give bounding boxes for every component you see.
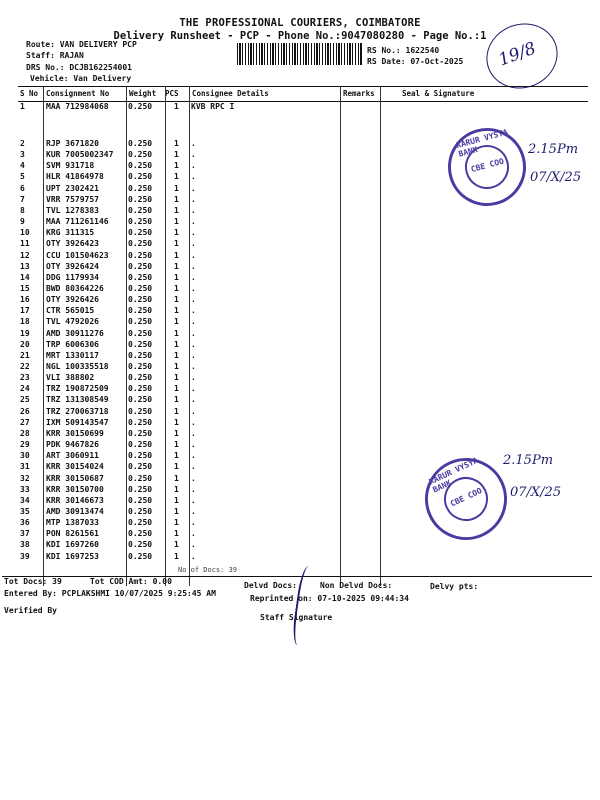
consignee-details: . <box>191 328 196 338</box>
weight: 0.250 <box>128 250 153 260</box>
rs-number: RS No.: 1622540 <box>367 46 440 55</box>
row-sno: 21 <box>20 350 30 360</box>
consignee-details: . <box>191 462 196 472</box>
row-sno: 17 <box>20 306 30 316</box>
runsheet-subtitle: Delivery Runsheet - PCP - Phone No.:9047080280 - Page No.:1 <box>113 30 487 42</box>
weight: 0.250 <box>128 440 153 450</box>
divider <box>165 86 166 586</box>
weight: 0.250 <box>128 428 153 438</box>
consignee-details: . <box>191 228 196 238</box>
pieces: 1 <box>174 428 179 438</box>
pieces: 1 <box>174 529 179 539</box>
row-sno: 11 <box>20 239 30 249</box>
weight: 0.250 <box>128 417 153 427</box>
pieces: 1 <box>174 518 179 528</box>
consignment-number: AMD 30911276 <box>46 328 104 338</box>
pieces: 1 <box>174 451 179 461</box>
weight: 0.250 <box>128 194 153 204</box>
pieces: 1 <box>174 295 179 305</box>
pieces: 1 <box>174 217 179 227</box>
consignee-details: . <box>191 261 196 271</box>
row-sno: 34 <box>20 495 30 505</box>
consignment-number: KRR 30150687 <box>46 473 104 483</box>
consignment-number: AMD 30913474 <box>46 506 104 516</box>
consignment-number: MRT 1330117 <box>46 350 99 360</box>
row-sno: 33 <box>20 484 30 494</box>
weight: 0.250 <box>128 484 153 494</box>
non-delivered-docs: Non Delvd Docs: <box>320 581 393 590</box>
row-sno: 38 <box>20 540 30 550</box>
consignee-details: . <box>191 417 196 427</box>
consignee-details: . <box>191 250 196 260</box>
weight: 0.250 <box>128 473 153 483</box>
row-sno: 1 <box>20 102 25 111</box>
divider <box>189 86 190 586</box>
consignment-number: KRR 30150699 <box>46 428 104 438</box>
col-pcs: PCS <box>165 89 179 98</box>
consignment-number: MAA 712984068 <box>46 102 109 111</box>
consignee-details: . <box>191 373 196 383</box>
divider <box>43 86 44 586</box>
row-sno: 29 <box>20 440 30 450</box>
consignee-details: . <box>191 495 196 505</box>
row-sno: 9 <box>20 217 25 227</box>
pieces: 1 <box>174 161 179 171</box>
entered-by: Entered By: PCPLAKSHMI 10/07/2025 9:25:45 AM <box>4 589 216 598</box>
pieces: 1 <box>174 339 179 349</box>
col-consignment: Consignment No <box>46 89 110 98</box>
pieces: 1 <box>174 462 179 472</box>
col-seal-signature: Seal & Signature <box>402 89 475 98</box>
pieces: 1 <box>174 261 179 271</box>
pieces: 1 <box>174 395 179 405</box>
consignee-details: . <box>191 272 196 282</box>
pieces: 1 <box>174 306 179 316</box>
handwritten-date: 07/X/25 <box>510 485 562 500</box>
consignee-details: . <box>191 339 196 349</box>
signature-mark <box>291 565 320 647</box>
pieces: 1 <box>174 384 179 394</box>
consignee-details: . <box>191 183 196 193</box>
consignment-number: SVM 931718 <box>46 161 95 171</box>
stamp-branch-text: CBE COO <box>469 156 505 175</box>
consignment-number: KRR 30146673 <box>46 495 104 505</box>
pieces: 1 <box>174 473 179 483</box>
consignment-number: TRZ 131308549 <box>46 395 109 405</box>
consignee-details: . <box>191 350 196 360</box>
count-circle-text: 19/8 <box>495 38 539 71</box>
consignment-number: UPT 2302421 <box>46 183 99 193</box>
weight: 0.250 <box>128 172 153 182</box>
weight: 0.250 <box>128 518 153 528</box>
row-sno: 35 <box>20 506 30 516</box>
weight: 0.250 <box>128 495 153 505</box>
row-sno: 15 <box>20 283 30 293</box>
row-sno: 8 <box>20 205 25 215</box>
consignment-number: KDI 1697260 <box>46 540 99 550</box>
row-sno: 4 <box>20 161 25 171</box>
handwritten-date: 07/X/25 <box>530 170 582 185</box>
pieces: 1 <box>174 350 179 360</box>
consignment-number: TRP 6006306 <box>46 339 99 349</box>
row-sno: 22 <box>20 362 30 371</box>
consignment-number: OTY 3926426 <box>46 295 99 305</box>
row-sno: 13 <box>20 261 30 271</box>
row-sno: 16 <box>20 295 30 305</box>
staff: Staff: RAJAN <box>26 51 84 60</box>
weight: 0.250 <box>128 540 153 550</box>
consignee-details: . <box>191 473 196 483</box>
consignee-details: . <box>191 451 196 461</box>
consignee-details: . <box>191 139 196 148</box>
staff-signature: Staff Signature <box>260 613 333 622</box>
consignee-details: . <box>191 239 196 249</box>
weight: 0.250 <box>128 529 153 539</box>
consignee-details: . <box>191 551 196 561</box>
consignee-details: . <box>191 518 196 528</box>
pieces: 1 <box>174 250 179 260</box>
consignee-details: . <box>191 150 196 160</box>
weight: 0.250 <box>128 261 153 271</box>
row-sno: 20 <box>20 339 30 349</box>
pieces: 1 <box>174 239 179 249</box>
consignee-details: . <box>191 194 196 204</box>
vehicle: Vehicle: Van Delivery <box>30 74 132 83</box>
consignment-number: PDK 9467826 <box>46 440 99 450</box>
row-sno: 32 <box>20 473 30 483</box>
consignment-number: RJP 3671820 <box>46 139 99 148</box>
weight: 0.250 <box>128 506 153 516</box>
consignee-details: . <box>191 540 196 550</box>
pieces: 1 <box>174 373 179 383</box>
row-sno: 36 <box>20 518 30 528</box>
row-sno: 6 <box>20 183 25 193</box>
consignment-number: CCU 101504623 <box>46 250 109 260</box>
delivered-docs: Delvd Docs: <box>244 581 297 590</box>
consignment-number: DDG 1179934 <box>46 272 99 282</box>
consignee-details: . <box>191 395 196 405</box>
table-header <box>18 86 588 102</box>
weight: 0.250 <box>128 339 153 349</box>
row-sno: 24 <box>20 384 30 394</box>
consignment-number: VRR 7579757 <box>46 194 99 204</box>
pieces: 1 <box>174 139 179 148</box>
consignee-details: KVB RPC I <box>191 102 235 111</box>
consignment-number: IXM 509143547 <box>46 417 109 427</box>
divider <box>380 86 381 586</box>
pieces: 1 <box>174 150 179 160</box>
pieces: 1 <box>174 172 179 182</box>
row-sno: 12 <box>20 250 30 260</box>
consignment-number: NGL 100335518 <box>46 362 109 371</box>
weight: 0.250 <box>128 350 153 360</box>
consignee-details: . <box>191 172 196 182</box>
pieces: 1 <box>174 317 179 327</box>
weight: 0.250 <box>128 102 153 111</box>
consignment-number: BWD 80364226 <box>46 283 104 293</box>
pieces: 1 <box>174 417 179 427</box>
row-sno: 26 <box>20 406 30 416</box>
pieces: 1 <box>174 228 179 238</box>
barcode <box>237 43 363 65</box>
row-sno: 27 <box>20 417 30 427</box>
weight: 0.250 <box>128 239 153 249</box>
consignment-number: TRZ 190872509 <box>46 384 109 394</box>
weight: 0.250 <box>128 217 153 227</box>
weight: 0.250 <box>128 362 153 371</box>
consignee-details: . <box>191 205 196 215</box>
weight: 0.250 <box>128 395 153 405</box>
tot-docs: Tot Docs: 39 <box>4 577 62 586</box>
no-of-docs: No of Docs: 39 <box>178 566 238 574</box>
consignment-number: KRR 30150700 <box>46 484 104 494</box>
consignment-number: MAA 711261146 <box>46 217 109 227</box>
weight: 0.250 <box>128 150 153 160</box>
consignment-number: KRG 311315 <box>46 228 95 238</box>
weight: 0.250 <box>128 183 153 193</box>
weight: 0.250 <box>128 283 153 293</box>
drs-number: DRS No.: DCJB162254001 <box>26 63 132 72</box>
pieces: 1 <box>174 551 179 561</box>
consignment-number: KDI 1697253 <box>46 551 99 561</box>
pieces: 1 <box>174 205 179 215</box>
row-sno: 28 <box>20 428 30 438</box>
consignment-number: MTP 1387033 <box>46 518 99 528</box>
pieces: 1 <box>174 272 179 282</box>
divider <box>340 86 341 586</box>
consignee-details: . <box>191 217 196 227</box>
row-sno: 25 <box>20 395 30 405</box>
row-sno: 23 <box>20 373 30 383</box>
row-sno: 2 <box>20 139 25 148</box>
handwritten-time: 2.15Pm <box>503 453 554 468</box>
consignment-number: CTR 565015 <box>46 306 95 316</box>
row-sno: 3 <box>20 150 25 160</box>
consignee-details: . <box>191 295 196 305</box>
weight: 0.250 <box>128 462 153 472</box>
consignee-details: . <box>191 440 196 450</box>
consignee-details: . <box>191 306 196 316</box>
consignment-number: KRR 30154024 <box>46 462 104 472</box>
weight: 0.250 <box>128 373 153 383</box>
weight: 0.250 <box>128 272 153 282</box>
pieces: 1 <box>174 540 179 550</box>
consignment-number: OTY 3926424 <box>46 261 99 271</box>
handwritten-time: 2.15Pm <box>528 142 579 157</box>
consignee-details: . <box>191 317 196 327</box>
weight: 0.250 <box>128 551 153 561</box>
stamp-branch-text: CBE COO <box>448 486 484 509</box>
row-sno: 39 <box>20 551 30 561</box>
company-title: THE PROFESSIONAL COURIERS, COIMBATORE <box>179 17 421 29</box>
pieces: 1 <box>174 440 179 450</box>
pieces: 1 <box>174 102 179 111</box>
consignee-details: . <box>191 362 196 371</box>
stamp-bank-text: KARUR VYSYA BANK <box>427 455 480 495</box>
rs-date: RS Date: 07-Oct-2025 <box>367 57 464 66</box>
row-sno: 10 <box>20 228 30 238</box>
weight: 0.250 <box>128 205 153 215</box>
col-sno: S No <box>20 89 39 98</box>
row-sno: 7 <box>20 194 25 204</box>
consignment-number: OTY 3926423 <box>46 239 99 249</box>
consignment-number: TRZ 270063718 <box>46 406 109 416</box>
row-sno: 14 <box>20 272 30 282</box>
weight: 0.250 <box>128 406 153 416</box>
pieces: 1 <box>174 362 179 371</box>
pieces: 1 <box>174 328 179 338</box>
consignment-number: HLR 41864978 <box>46 172 104 182</box>
weight: 0.250 <box>128 295 153 305</box>
delivery-points: Delvy pts: <box>430 582 479 591</box>
weight: 0.250 <box>128 139 153 148</box>
weight: 0.250 <box>128 328 153 338</box>
consignee-details: . <box>191 428 196 438</box>
reprinted-on: Reprinted on: 07-10-2025 09:44:34 <box>250 594 409 603</box>
pieces: 1 <box>174 183 179 193</box>
row-sno: 19 <box>20 328 30 338</box>
pieces: 1 <box>174 495 179 505</box>
weight: 0.250 <box>128 451 153 461</box>
verified-by: Verified By <box>4 606 57 615</box>
consignee-details: . <box>191 283 196 293</box>
consignment-number: VLI 388802 <box>46 373 95 383</box>
weight: 0.250 <box>128 317 153 327</box>
row-sno: 31 <box>20 462 30 472</box>
weight: 0.250 <box>128 384 153 394</box>
consignee-details: . <box>191 161 196 171</box>
pieces: 1 <box>174 506 179 516</box>
weight: 0.250 <box>128 306 153 316</box>
weight: 0.250 <box>128 161 153 171</box>
pieces: 1 <box>174 283 179 293</box>
row-sno: 37 <box>20 529 30 539</box>
consignment-number: PON 8261561 <box>46 529 99 539</box>
consignee-details: . <box>191 406 196 416</box>
col-weight: Weight <box>129 89 157 98</box>
stamp-bank-text: KARUR VYSYA BANK <box>455 127 509 159</box>
tot-cod-amount: Tot COD Amt: 0.00 <box>90 577 172 586</box>
col-remarks: Remarks <box>343 89 375 98</box>
consignee-details: . <box>191 529 196 539</box>
row-sno: 5 <box>20 172 25 182</box>
row-sno: 18 <box>20 317 30 327</box>
bank-stamp <box>439 119 535 215</box>
divider <box>126 86 127 586</box>
route: Route: VAN DELIVERY PCP <box>26 40 137 49</box>
pieces: 1 <box>174 484 179 494</box>
consignment-number: ART 3060911 <box>46 451 99 461</box>
pieces: 1 <box>174 194 179 204</box>
consignment-number: TVL 4792026 <box>46 317 99 327</box>
row-sno: 30 <box>20 451 30 461</box>
consignment-number: KUR 7005002347 <box>46 150 114 160</box>
consignee-details: . <box>191 384 196 394</box>
consignee-details: . <box>191 506 196 516</box>
col-consignee-details: Consignee Details <box>192 89 269 98</box>
weight: 0.250 <box>128 228 153 238</box>
consignment-number: TVL 1278383 <box>46 205 99 215</box>
consignee-details: . <box>191 484 196 494</box>
pieces: 1 <box>174 406 179 416</box>
